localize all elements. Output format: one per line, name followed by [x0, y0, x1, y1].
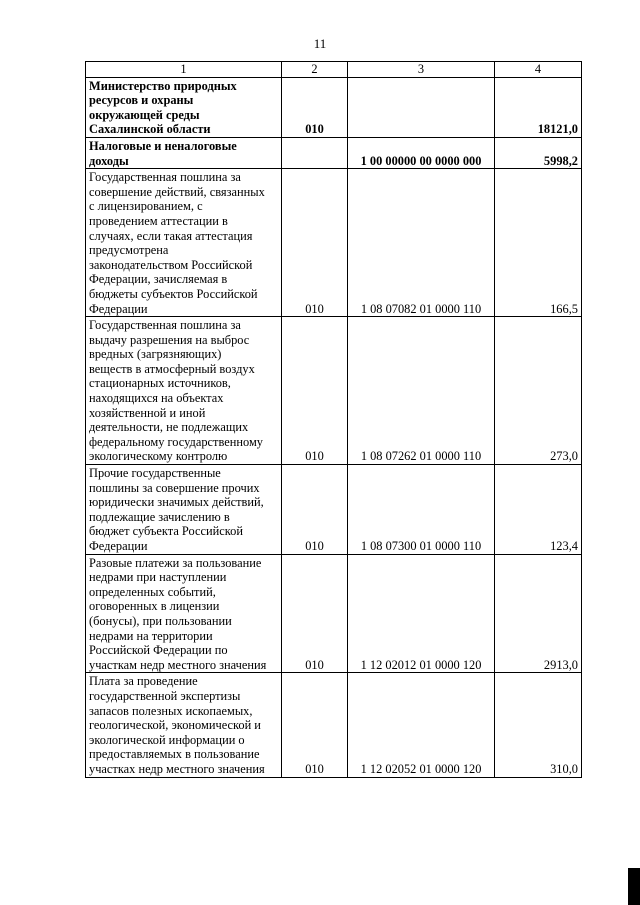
- revenue-name-line: законодательством Российской: [89, 257, 253, 272]
- revenue-name-cell: [86, 169, 282, 317]
- revenue-name-line: вредных (загрязняющих): [89, 347, 222, 362]
- revenue-name-cell: [86, 137, 282, 168]
- table-row: [86, 169, 582, 317]
- revenue-name-line: запасов полезных ископаемых,: [89, 703, 253, 718]
- administrator-code-cell: 010: [282, 77, 348, 137]
- revenue-name-line: Прочие государственные: [89, 466, 221, 481]
- revenue-name-line: пошлины за совершение прочих: [89, 480, 260, 495]
- administrator-code-cell: 010: [282, 465, 348, 555]
- revenue-name-line: с лицензированием, с: [89, 199, 203, 214]
- revenue-name-line: ресурсов и охраны: [89, 93, 194, 108]
- revenue-name-line: Государственная пошлина за: [89, 170, 241, 185]
- revenue-name-line: хозяйственной и иной: [89, 405, 206, 420]
- revenue-table-body: [86, 62, 582, 778]
- revenue-name-line: веществ в атмосферный воздух: [89, 361, 255, 376]
- table-row: [86, 554, 582, 673]
- budget-classification-code-cell: 1 12 02052 01 0000 120: [348, 673, 495, 777]
- revenue-name-line: Разовые платежи за пользование: [89, 555, 262, 570]
- revenue-name-line: недрами при наступлении: [89, 570, 227, 585]
- revenue-name-line: юридически значимых действий,: [89, 495, 264, 510]
- revenue-name-line: случаях, если такая аттестация: [89, 228, 253, 243]
- column-number-1: 1: [86, 62, 282, 78]
- revenue-name-line: бюджет субъекта Российской: [89, 524, 243, 539]
- revenue-name-line: выдачу разрешения на выброс: [89, 332, 250, 347]
- amount-cell: 123,4: [495, 465, 582, 555]
- revenue-table: [85, 61, 582, 778]
- revenue-name-line: Министерство природных: [89, 78, 237, 93]
- revenue-name-line: Федерации: [89, 539, 148, 553]
- revenue-name-line: находящихся на объектах: [89, 391, 224, 406]
- revenue-name-line: стационарных источников,: [89, 376, 231, 391]
- budget-classification-code-cell: 1 08 07082 01 0000 110: [348, 169, 495, 317]
- administrator-code-cell: 010: [282, 169, 348, 317]
- revenue-name-line: геологической, экономической и: [89, 718, 261, 733]
- scan-edge-mark: [628, 868, 640, 905]
- page-number: 11: [313, 36, 327, 51]
- amount-cell: 273,0: [495, 317, 582, 465]
- administrator-code-cell: 010: [282, 554, 348, 673]
- revenue-name-line: (бонусы), при пользовании: [89, 613, 232, 628]
- revenue-name-line: предусмотрена: [89, 243, 169, 258]
- budget-classification-code-cell: 1 08 07262 01 0000 110: [348, 317, 495, 465]
- revenue-name-line: участках недр местного значения: [89, 761, 265, 776]
- revenue-name-line: федеральному государственному: [89, 434, 264, 449]
- revenue-name-line: предоставляемых в пользование: [89, 747, 260, 762]
- revenue-name-line: участкам недр местного значения: [89, 657, 267, 672]
- revenue-name-line: деятельности, не подлежащих: [89, 420, 249, 435]
- revenue-name-cell: [86, 77, 282, 137]
- revenue-name-line: бюджеты субъектов Российской: [89, 286, 258, 301]
- revenue-name-line: Российской Федерации по: [89, 643, 228, 658]
- revenue-name-line: проведением аттестации в: [89, 213, 228, 228]
- revenue-name-line: Государственная пошлина за: [89, 318, 241, 333]
- revenue-name-line: экологическому контролю: [89, 449, 228, 464]
- column-number-row: [86, 62, 582, 78]
- revenue-name-line: подлежащие зачислению в: [89, 509, 230, 524]
- revenue-name-line: оговоренных в лицензии: [89, 599, 220, 614]
- table-row: [86, 317, 582, 465]
- amount-cell: 310,0: [495, 673, 582, 777]
- revenue-name-line: экологической информации о: [89, 732, 245, 747]
- budget-classification-code-cell: [348, 77, 495, 137]
- revenue-name-line: совершение действий, связанных: [89, 184, 265, 199]
- revenue-name-cell: [86, 317, 282, 465]
- amount-cell: 18121,0: [495, 77, 582, 137]
- administrator-code-cell: 010: [282, 673, 348, 777]
- revenue-name-line: доходы: [89, 153, 129, 168]
- administrator-code-cell: [282, 137, 348, 168]
- revenue-name-line: недрами на территории: [89, 628, 213, 643]
- table-row: [86, 465, 582, 555]
- column-number-4: 4: [495, 62, 582, 78]
- amount-cell: 5998,2: [495, 137, 582, 168]
- revenue-name-line: Федерации: [89, 301, 148, 316]
- revenue-name-line: Налоговые и неналоговые: [89, 138, 237, 153]
- table-row: [86, 77, 582, 137]
- revenue-name-line: определенных событий,: [89, 584, 216, 599]
- budget-classification-code-cell: 1 00 00000 00 0000 000: [348, 137, 495, 168]
- column-number-3: 3: [348, 62, 495, 78]
- revenue-name-line: Плата за проведение: [89, 674, 198, 689]
- revenue-name-cell: [86, 673, 282, 777]
- table-row: [86, 137, 582, 168]
- revenue-name-line: государственной экспертизы: [89, 688, 241, 703]
- revenue-name-cell: [86, 554, 282, 673]
- budget-classification-code-cell: 1 12 02012 01 0000 120: [348, 554, 495, 673]
- administrator-code-cell: 010: [282, 317, 348, 465]
- revenue-name-line: окружающей среды: [89, 107, 200, 122]
- revenue-name-line: Сахалинской области: [89, 122, 211, 137]
- revenue-name-line: Федерации, зачисляемая в: [89, 272, 228, 287]
- column-number-2: 2: [282, 62, 348, 78]
- amount-cell: 2913,0: [495, 554, 582, 673]
- budget-classification-code-cell: 1 08 07300 01 0000 110: [348, 465, 495, 555]
- revenue-name-cell: [86, 465, 282, 555]
- amount-cell: 166,5: [495, 169, 582, 317]
- table-row: [86, 673, 582, 777]
